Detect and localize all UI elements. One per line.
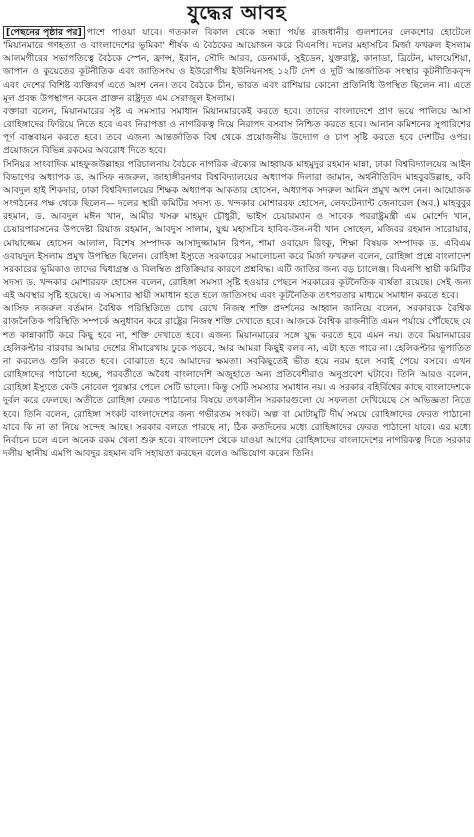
article-body — [3, 26, 471, 460]
continued-label: [পেছনের পৃষ্ঠার পর] — [3, 26, 85, 39]
paragraph-3: সিনিয়র সাংবাদিক মাহফুজউল্লাহর পরিচালনায় বৈঠকে নাগরিক ঐক্যের আহ্বায়ক মাহমুদুর রহমান মান্না, ঢাকা বিশ্ববিদ্যালয়ের আইন বিভাগের অধ্যাপক ড. আসিফ নজরুল, জাহাঙ্গীরনগর বিশ্ববিদ্যালয়ের অধ্যাপক দিলারা জামান, অর্থনীতিবিদ মাহবুবউল্লাহ, কবি আবদুল হাই শিকদার, ঢাকা বিশ্ববিদ্যালয়ের শিক্ষক অধ্যাপক আকতার হোসেন, অধ্যাপক সদরুল আমিন প্রমুখ অংশ নেন। আয়োজক সংগঠনের পক্ষ থেকে ছিলেন— দলের স্থায়ী কমিটির সদস্য ড. খন্দকার মোশাররফ হোসেন, লেফটেন্যান্ট জেনারেল (অব.) মাহবুবুর রহমান, ড. আবদুল মঈন খান, আমীর খসরু মাহমুদ চৌধুরী, ভাইস চেয়ারম্যান ও সাবেক পররাষ্ট্রমন্ত্রী এম মোর্শেদ খান, চেয়ারপারসনের উপদেষ্টা রিয়াজ রহমান, আবদুস সালাম, যুগ্ম মহাসচিব হাবিব-উন-নবী খান সোহেল, মজিবর রহমান সারোয়ার, মোয়াজ্জেম হোসেন আলাল, বিশেষ সম্পাদক আসাদুজ্জামান রিপন, শামা ওবায়েদ রিংকু, শিক্ষা বিষয়ক সম্পাদক ড. এবিএম ওবায়দুল ইসলাম প্রমুখ উপস্থিত ছিলেন। রোহিঙ্গা ইস্যুতে সরকারের সমালোচনা করে মির্জা ফখরুল বলেন, রোহিঙ্গা প্রশ্নে বাংলাদেশ সরকারের ভূমিকাও তাদের দ্বিধাগ্রস্ত ও বিলম্বিত প্রতিক্রিয়ার কারণে প্রশ্নবিদ্ধ। এটি জাতির জন্য বড় চ্যালেঞ্জ। বিএনপি স্থায়ী কমিটির সদস্য ড. খন্দকার মোশাররফ হোসেন বলেন, রোহিঙ্গা সমস্যা সৃষ্টি হওয়ার পেছনে সরকারের কূটনৈতিক ব্যর্থতা রয়েছে। সেই জন্য এই অবস্থার সৃষ্টি হয়েছে। এ সমস্যার স্থায়ী সমাধান হতে হলে জাতিসংঘ এবং কূটনৈতিক তৎপরতার মাধ্যমে সমাধান করতে হবে। — [3, 158, 471, 302]
paragraph-1-text: পাশে পাওয়া যাবে। গতকাল বিকাল থেকে সন্ধ্যা পর্যন্ত রাজধানীর গুলশানের লেকশোর হোটেলে 'মিয়ানমারে গণহত্যা ও বাংলাদেশের ভূমিকা' শীর্ষক এ বৈঠকের আয়োজন করে বিএনপি। দলের মহাসচিব মির্জা ফখরুল ইসলাম আলমগীরের সভাপতিত্বে বৈঠকে স্পেন, ফ্রান্স, ইরান, সৌদি আরব, ডেনমার্ক, সুইডেন, যুক্তরাষ্ট্র, কানাডা, ব্রিটেন, মালয়েশিয়া, জাপান ও কুয়েতের কূটনীতিক এবং জাতিসংঘ ও ইউরোপীয় ইউনিয়নসহ ১২টি দেশ ও দুটি আন্তর্জাতিক সংস্থার কূটনীতিকবৃন্দ এবং দেশের বিশিষ্ট ব্যক্তিবর্গ এতে অংশ নেন। তবে বৈঠকে চীন, ভারত এবং রাশিয়ার কোনো প্রতিনিধি উপস্থিত ছিলেন না। এতে মূল প্রবন্ধ উপস্থাপন করেন প্রাক্তন রাষ্ট্রদূত এম সেরাজুল ইসলাম। — [3, 27, 471, 104]
paragraph-2: বক্তারা বলেন, মিয়ানমারের সৃষ্ট এ সমস্যার সমাধান মিয়ানমারকেই করতে হবে। তাদের বাংলাদেশে প্রাণ ভয়ে পালিয়ে আসা রোহিঙ্গাদের ফিরিয়ে নিতে হবে এবং নিরাপত্তা ও নাগরিকত্ব দিয়ে নিরাপদ বসবাস নিশ্চিত করতে হবে। আনান কমিশনের সুপারিশের পূর্ণ বাস্তবায়ন করতে হবে। তবে এজন্য আন্তর্জাতিক বিশ্ব থেকে প্রয়োজনীয় উদ্যোগ ও চাপ সৃষ্টি করতে হবে দেশটির ওপর। প্রয়োজনে বিভিন্ন রকমের অবরোধ দিতে হবে। — [3, 105, 471, 157]
article-headline: যুদ্ধের আবহ — [187, 2, 287, 24]
paragraph-4: আসিফ নজরুল বর্তমান বৈশ্বিক পরিস্থিতিতে চোখ রেখে নিজস্ব শক্তি প্রদর্শনের আহ্বান জানিয়ে বলেন, সরকারকে বৈশ্বিক রাজনৈতিক পরিস্থিতি সম্পর্কে অনুধাবন করে রাষ্ট্রের নিজস্ব শক্তি দেখাতে হবে। আজকে বৈশ্বিক রাজনীতি এমন পর্যায়ে পৌঁছেছে যে শত কান্নাকাটি করে কিছু হবে না, শক্তি দেখাতে হবে। এজন্য মিয়ানমারের সঙ্গে যুদ্ধ করতে হবে এমন নয়। তবে মিয়ানমারের হেলিকপ্টার বারবার আমার দেশের সীমারেখায় ঢুকে পড়বে, আর আমরা কিছুই বলব না, এটা হতে পারে না। হেলিকপ্টার ভূপাতিত না করলেও গুলি করতে হবে। বোঝাতে হবে আমাদের ক্ষমতা। সবকিছুতেই ভীত হয়ে নরম হলে সবাই পেয়ে বসবে। এখন রোহিঙ্গাদের পাঠানো হচ্ছে, পরবর্তীতে অবৈধ বাংলাদেশি অজুহাতে অন্য প্রতিবেশীরাও অনুপ্রবেশ ঘটাবে। তিনি আরও বলেন, রোহিঙ্গা ইস্যুতে কেউ নোবেল পুরস্কার পেলে সেটি ভালো। কিন্তু সেটি সমস্যার সমাধান নয়। এ সরকার বহির্বিশ্বের কাছে বাংলাদেশকে দুর্বল করে ফেলছে। অতীতে রোহিঙ্গা ফেরত পাঠানোর বিষয়ে তৎকালীন সরকারগুলো যে সফলতা দেখিয়েছে সে অভিজ্ঞতা নিতে হবে। তিনি বলেন, রোহিঙ্গা সংকট বাংলাদেশের জন্য গভীরতম সংকট। অল্প বা মোটামুটি দীর্ঘ সময়ে রোহিঙ্গাদের ফেরত পাঠানো যাবে কি না তা নিয়ে সন্দেহ আছে। সরকার বলতে পারছে না, ঠিক কতদিনের মধ্যে রোহিঙ্গাদের ফেরত পাঠানো যাবে। এর মধ্যে নির্বাচন চলে এলে অনেক রকম খেলা শুরু হবে। বাংলাদেশ থেকে যাওয়া আগের রোহিঙ্গাদের বাংলাদেশের নাগরিকত্ব দিতে সরকার দলীয় স্থানীয় এমপি আবদুর রহমান বদি সহায়তা করছেন বলেও অভিযোগ করেন তিনি। — [3, 303, 471, 459]
paragraph-1 — [3, 26, 471, 105]
